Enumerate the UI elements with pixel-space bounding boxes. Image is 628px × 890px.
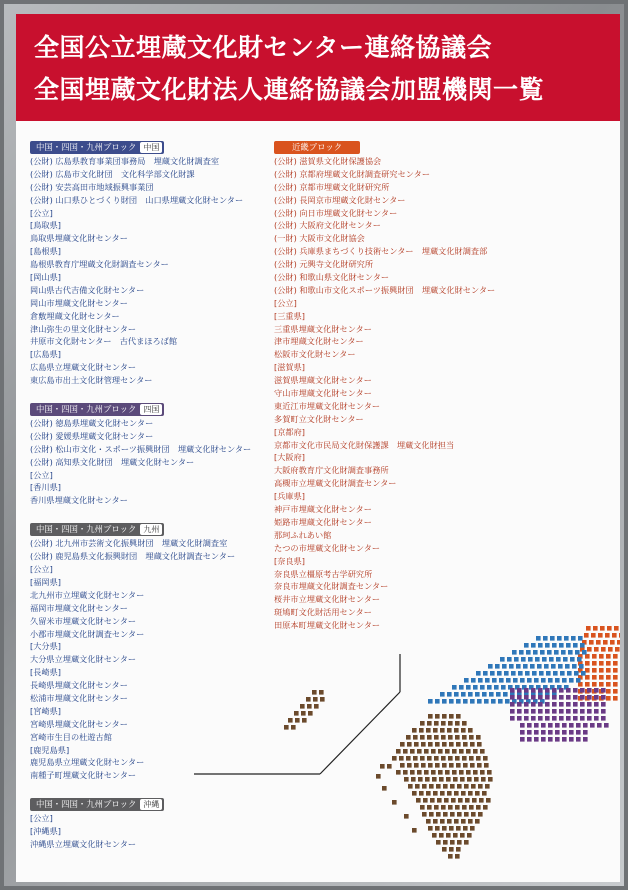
list-item: 岡山県古代吉備文化財センター	[30, 284, 145, 295]
list-item: 田原本町埋蔵文化財センター	[274, 620, 381, 631]
list-item: 井原市文化財センター 古代まほろば館	[30, 336, 178, 347]
list-item: 守山市埋蔵文化財センター	[274, 388, 372, 399]
list-item: 大阪府教育庁文化財調査事務所	[274, 465, 389, 476]
list-item: 岡山市埋蔵文化財センター	[30, 297, 128, 308]
section-gap	[30, 387, 290, 401]
list-item: [沖縄県]	[30, 826, 61, 837]
list-item: 久留米市埋蔵文化財センター	[30, 615, 137, 626]
block-header-label: 中国・四国・九州ブロック	[36, 524, 137, 535]
list-item: [公立]	[30, 207, 53, 218]
list-item: (一財) 大阪市文化財協会	[274, 233, 365, 244]
block-header-label: 中国・四国・九州ブロック	[36, 404, 137, 415]
block-region-tag: 沖縄	[140, 799, 162, 810]
block-region-tag: 中国	[140, 142, 162, 153]
list-item: 桜井市立埋蔵文化財センター	[274, 594, 381, 605]
title-banner	[16, 14, 620, 121]
list-item: (公財) 北九州市芸術文化振興財団 埋蔵文化財調査室	[30, 538, 228, 549]
map-region-kyushu	[392, 714, 493, 859]
list-item: (公財) 松山市文化・スポーツ振興財団 埋蔵文化財センター	[30, 443, 252, 454]
list-item: (公財) 和歌山県文化財センター	[274, 272, 390, 283]
list-item: 鹿児島県立埋蔵文化財センター	[30, 757, 145, 768]
list-item: 神戸市埋蔵文化財センター	[274, 504, 372, 515]
list-item: [滋賀県]	[274, 362, 305, 373]
list-item: 松阪市文化財センター	[274, 349, 356, 360]
block-header-label: 中国・四国・九州ブロック	[36, 799, 137, 810]
list-item: [鹿児島県]	[30, 744, 70, 755]
list-item: (公財) 元興寺文化財研究所	[274, 259, 374, 270]
list-item: 京都市文化市民局文化財保護課 埋蔵文化財担当	[274, 439, 455, 450]
list-item: (公財) 広島市文化財団 文化科学部文化財課	[30, 168, 195, 179]
list-item: たつの市埋蔵文化財センター	[274, 542, 381, 553]
list-item: [京都府]	[274, 426, 305, 437]
list-item: [公立]	[30, 564, 53, 575]
list-item: [福岡県]	[30, 576, 61, 587]
list-item: [兵庫県]	[274, 491, 305, 502]
list-item: (公財) 滋賀県文化財保護協会	[274, 156, 382, 166]
list-item: (公財) 鹿児島県文化振興財団 埋蔵文化財調査センター	[30, 551, 236, 562]
list-item: [宮崎県]	[30, 705, 61, 716]
list-item: 多賀町立文化財センター	[274, 413, 364, 424]
list-item: (公財) 広島県教育事業団事務局 埋蔵文化財調査室	[30, 156, 220, 166]
list-item: 高槻市立埋蔵文化財調査センター	[274, 478, 397, 489]
list-item: 宮崎県埋蔵文化財センター	[30, 718, 128, 729]
block-header-label: 近畿ブロック	[292, 142, 343, 152]
list-item: 東近江市埋蔵文化財センター	[274, 400, 381, 411]
map-region-kyushu-islands	[284, 690, 325, 730]
list-item: [長崎県]	[30, 667, 61, 678]
block-region-tag: 九州	[140, 524, 162, 535]
list-item: [広島県]	[30, 349, 61, 360]
list-item: 斑鳩町文化財活用センター	[274, 607, 372, 618]
list-item: (公財) 和歌山市文化スポーツ振興財団 埋蔵文化財センター	[274, 284, 496, 295]
list-item: 香川県埋蔵文化財センター	[30, 495, 128, 506]
list-item: [香川県]	[30, 482, 61, 493]
list-item: (公財) 安芸高田市地域振興事業団	[30, 181, 154, 192]
list-item: [公立]	[30, 813, 53, 824]
poster	[16, 14, 620, 882]
block-header	[30, 403, 164, 416]
list-item: 津山弥生の里文化財センター	[30, 323, 137, 334]
list-item: 島根県教育庁埋蔵文化財調査センター	[30, 259, 169, 270]
poster-frame	[4, 4, 624, 886]
section-gap	[30, 507, 290, 521]
list-item: 小郡市埋蔵文化財調査センター	[30, 628, 145, 639]
list-item: [大阪府]	[274, 452, 305, 463]
list-item: [公立]	[274, 297, 297, 308]
block-header	[30, 523, 164, 536]
title-line-2: 全国埋蔵文化財法人連絡協議会加盟機関一覧	[34, 75, 545, 104]
list-item: 大分県立埋蔵文化財センター	[30, 654, 137, 665]
list-item: 沖縄県立埋蔵文化財センター	[30, 838, 137, 849]
list-item: 北九州市立埋蔵文化財センター	[30, 589, 145, 600]
list-item: (公財) 徳島県埋蔵文化財センター	[30, 418, 154, 429]
list-item: (公財) 愛媛県埋蔵文化財センター	[30, 430, 154, 441]
list-item: 倉敷埋蔵文化財センター	[30, 310, 120, 321]
list-item: (公財) 京都府埋蔵文化財調査研究センター	[274, 168, 431, 179]
list-item: 福岡市埋蔵文化財センター	[30, 602, 128, 613]
list-item: 鳥取県埋蔵文化財センター	[30, 233, 128, 244]
block-header-label: 中国・四国・九州ブロック	[36, 142, 137, 152]
list-item: 松浦市埋蔵文化財センター	[30, 692, 128, 703]
list-item: 奈良市埋蔵文化財調査センター	[274, 581, 389, 592]
map-region-chugoku	[428, 636, 587, 704]
map-divider-diagonal	[320, 692, 400, 774]
list-item: [三重県]	[274, 310, 305, 321]
list-item: 津市埋蔵文化財センター	[274, 336, 364, 347]
block-header	[30, 141, 164, 154]
list-item: 宮崎市生目の杜遊古館	[30, 731, 112, 742]
list-item: 東広島市出土文化財管理センター	[30, 375, 153, 386]
list-item: (公財) 兵庫県まちづくり技術センター 埋蔵文化財調査部	[274, 246, 488, 257]
list-item: (公財) 京都市埋蔵文化財研究所	[274, 181, 390, 192]
list-item: [島根県]	[30, 246, 61, 257]
list-item: 姫路市埋蔵文化財センター	[274, 516, 372, 527]
list-item: (公財) 高知県文化財団 埋蔵文化財センター	[30, 456, 195, 467]
list-item: [大分県]	[30, 641, 61, 652]
block-header-kinki	[274, 141, 360, 154]
list-item: [奈良県]	[274, 555, 305, 566]
japan-dot-map	[16, 614, 620, 882]
list-item: [鳥取県]	[30, 220, 61, 231]
list-item: (公財) 山口県ひとづくり財団 山口県埋蔵文化財センター	[30, 194, 244, 205]
list-item: 奈良県立橿原考古学研究所	[274, 568, 373, 579]
list-item: 南種子町埋蔵文化財センター	[30, 770, 137, 781]
block-region-tag: 四国	[140, 404, 162, 415]
list-item: (公財) 大阪府文化財センター	[274, 220, 381, 231]
list-item: [公立]	[30, 469, 53, 480]
right-column-list	[274, 139, 614, 632]
list-item: 広島県立埋蔵文化財センター	[30, 362, 137, 373]
list-item: [岡山県]	[30, 272, 61, 283]
list-item: 長崎県埋蔵文化財センター	[30, 680, 128, 691]
list-item: (公財) 向日市埋蔵文化財センター	[274, 207, 398, 218]
list-item: 三重県埋蔵文化財センター	[274, 323, 372, 334]
list-item: 那珂ふれあい館	[274, 529, 332, 540]
list-item: (公財) 長岡京市埋蔵文化財センター	[274, 194, 406, 205]
title-line-1: 全国公立埋蔵文化財センター連絡協議会	[34, 33, 493, 62]
list-item: 滋賀県埋蔵文化財センター	[274, 375, 372, 386]
